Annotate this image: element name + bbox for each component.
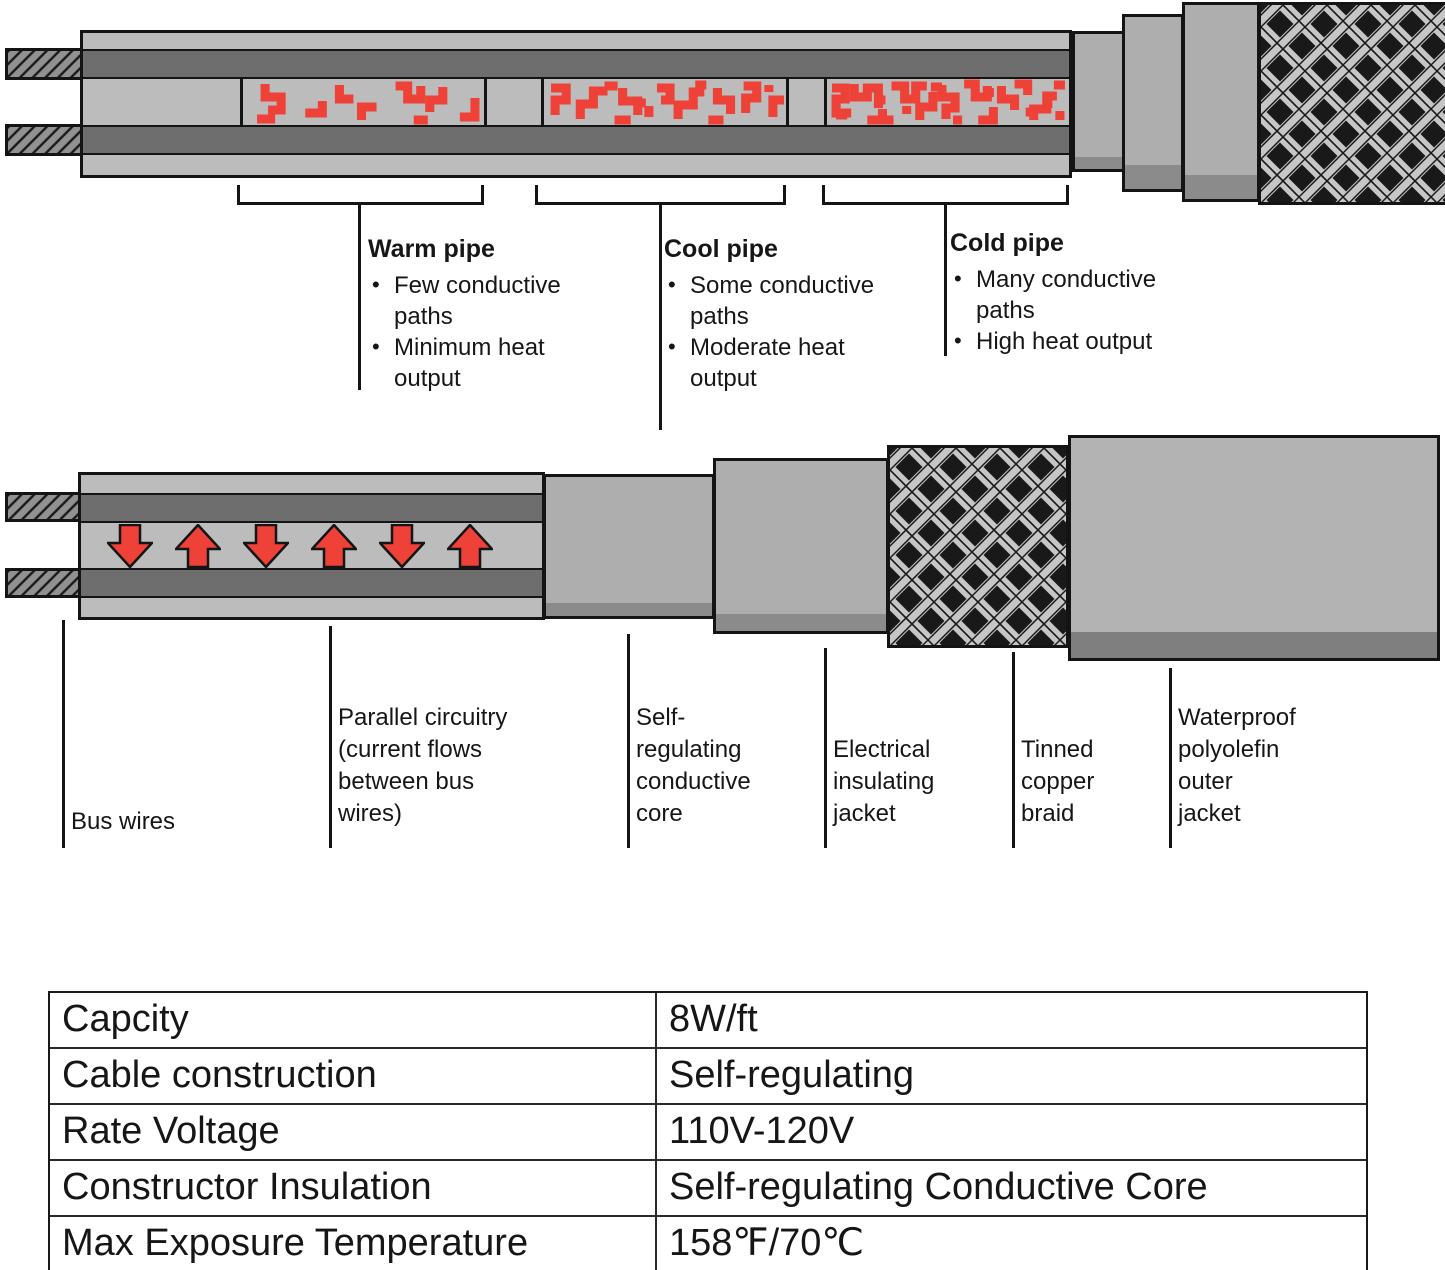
spec-label: Rate Voltage xyxy=(50,1105,657,1159)
bus-wire-stub-icon xyxy=(5,568,82,598)
spec-value: 110V-120V xyxy=(669,1110,855,1152)
label-line: Tinned xyxy=(1021,736,1094,763)
label-line: Electrical xyxy=(833,736,931,763)
bus-wire-stub-icon xyxy=(5,48,83,80)
warm-pipe-bullets xyxy=(368,270,582,394)
outer-jacket-leader-line xyxy=(1169,668,1172,848)
bus-wire-channel xyxy=(81,493,542,523)
copper-braid-label xyxy=(1021,734,1094,830)
warm-pipe-bracket xyxy=(237,185,484,205)
parallel-circuitry-label xyxy=(338,702,507,830)
table-row xyxy=(50,1215,1366,1270)
cool-pipe-leader-line xyxy=(659,205,662,430)
self-regulating-core-layer xyxy=(543,474,715,619)
label-line: wires) xyxy=(338,800,402,827)
copper-braid-icon xyxy=(887,445,1069,648)
waterproof-outer-jacket-layer xyxy=(1068,435,1440,661)
label-line: core xyxy=(636,800,683,827)
heat-flow-arrow-up-icon xyxy=(311,524,357,568)
bus-wires-leader-line xyxy=(62,620,65,848)
table-row xyxy=(50,1159,1366,1215)
label-line: Bus wires xyxy=(71,808,176,835)
bus-wire-channel xyxy=(83,49,1069,79)
cool-pipe-bracket xyxy=(535,185,786,205)
table-row xyxy=(50,993,1366,1047)
spec-value: 8W/ft xyxy=(669,998,758,1040)
heat-flow-arrow-up-icon xyxy=(175,524,221,568)
table-row xyxy=(50,1103,1366,1159)
self-regulating-core-leader-line xyxy=(627,634,630,848)
conductive-paths-some xyxy=(541,79,789,125)
spec-value: 158℉/70℃ xyxy=(669,1222,865,1264)
cold-pipe-title: Cold pipe xyxy=(950,229,1064,257)
label-line: braid xyxy=(1021,800,1075,827)
insulating-jacket-label xyxy=(833,734,934,830)
cool-pipe-label xyxy=(664,234,878,394)
bus-wires-label xyxy=(71,806,175,838)
bullet-item: • Few conductive paths xyxy=(368,270,582,332)
label-line: Self- xyxy=(636,704,686,731)
parallel-circuitry-leader-line xyxy=(329,626,332,848)
conductive-paths-few xyxy=(240,79,487,125)
label-line: copper xyxy=(1021,768,1095,795)
cold-pipe-bracket xyxy=(822,185,1069,205)
cold-pipe-leader-line xyxy=(944,205,947,356)
conductive-paths-many xyxy=(824,79,1069,125)
outer-jacket-label xyxy=(1178,702,1296,830)
label-line: regulating xyxy=(636,736,742,763)
electrical-insulating-jacket-layer xyxy=(713,458,889,634)
heat-flow-arrow-down-icon xyxy=(379,524,425,568)
spec-value: Self-regulating xyxy=(669,1054,915,1096)
spec-label: Capcity xyxy=(50,993,657,1047)
self-regulating-core-label xyxy=(636,702,751,830)
bus-wire-stub-icon xyxy=(5,124,83,156)
spec-label: Max Exposure Temperature xyxy=(50,1217,657,1270)
table-row xyxy=(50,1047,1366,1103)
label-line: Waterproof xyxy=(1178,704,1296,731)
warm-pipe-leader-line xyxy=(358,205,361,390)
bus-wire-channel xyxy=(81,568,542,598)
bus-wire-stub-icon xyxy=(5,492,82,522)
cold-pipe-label xyxy=(950,228,1164,357)
heat-flow-arrow-down-icon xyxy=(107,524,153,568)
bullet-item: • Some conductive paths xyxy=(664,270,878,332)
label-line: (current flows xyxy=(338,736,483,763)
core-step-end xyxy=(1072,31,1125,172)
label-line: between bus xyxy=(338,768,475,795)
copper-braid-icon xyxy=(1258,2,1445,205)
label-line: outer xyxy=(1178,768,1233,795)
jacket-step-end xyxy=(1182,2,1260,202)
label-line: Parallel circuitry xyxy=(338,704,508,731)
heat-flow-arrow-down-icon xyxy=(243,524,289,568)
spec-table xyxy=(48,991,1368,1270)
label-line: jacket xyxy=(1178,800,1241,827)
warm-pipe-label xyxy=(368,234,582,394)
top-cable-diagram xyxy=(0,0,1445,440)
label-line: polyolefin xyxy=(1178,736,1280,763)
heat-flow-arrow-up-icon xyxy=(447,524,493,568)
label-line: jacket xyxy=(833,800,896,827)
spec-label: Cable construction xyxy=(50,1049,657,1103)
spec-value: Self-regulating Conductive Core xyxy=(669,1166,1208,1208)
spec-label: Constructor Insulation xyxy=(50,1161,657,1215)
bullet-item: • Minimum heat output xyxy=(368,332,582,394)
bullet-item: • Many conductive paths xyxy=(950,264,1164,326)
bus-wire-channel xyxy=(83,125,1069,155)
warm-pipe-title: Warm pipe xyxy=(368,235,495,263)
bullet-item: • High heat output xyxy=(950,326,1164,357)
label-line: insulating xyxy=(833,768,935,795)
label-line: conductive xyxy=(636,768,751,795)
bullet-item: • Moderate heat output xyxy=(664,332,878,394)
cool-pipe-bullets xyxy=(664,270,878,394)
cold-pipe-bullets xyxy=(950,264,1164,357)
insulating-jacket-leader-line xyxy=(824,648,827,848)
cable-construction-diagram xyxy=(0,430,1445,860)
copper-braid-leader-line xyxy=(1012,652,1015,848)
cool-pipe-title: Cool pipe xyxy=(664,235,778,263)
insulating-jacket-step-end xyxy=(1122,14,1184,192)
